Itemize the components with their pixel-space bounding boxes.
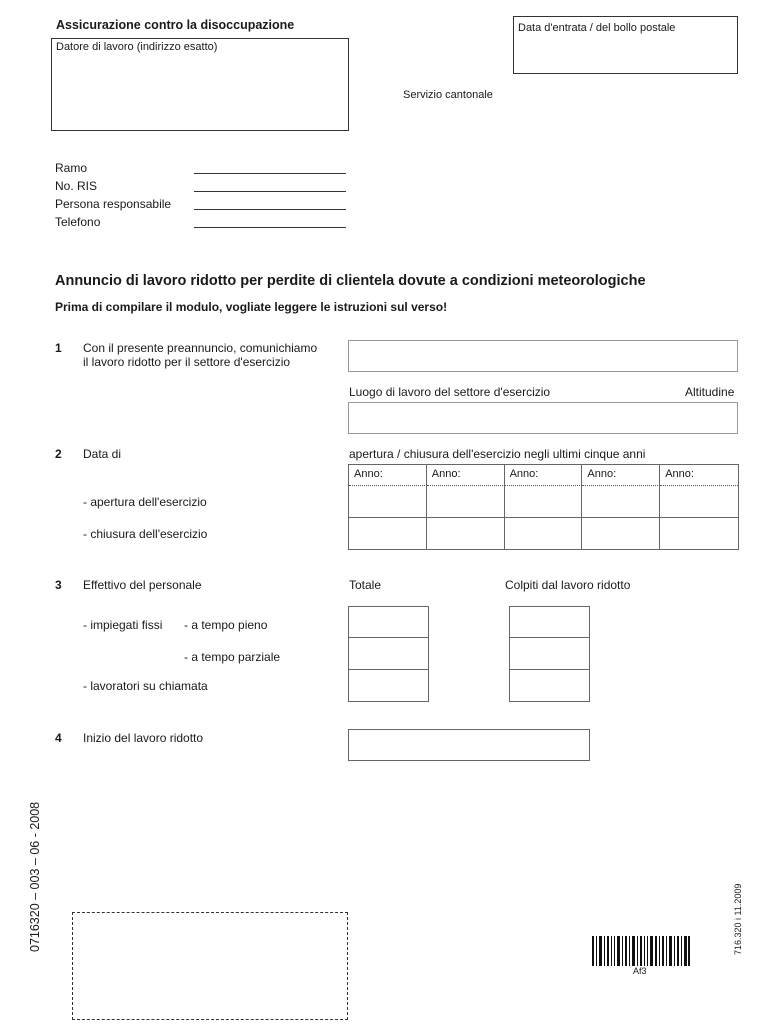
form-instruction: Prima di compilare il modulo, vogliate leggere le istruzioni sul verso! — [55, 300, 448, 314]
affected-staff-column — [509, 606, 590, 702]
section-1-text-line1: Con il presente preannuncio, comunichiamo — [83, 341, 318, 355]
field-label-phone: Telefono — [55, 215, 101, 229]
entry-date-box[interactable] — [513, 16, 738, 74]
field-line-responsible[interactable] — [194, 209, 346, 210]
closing-date-cell[interactable] — [505, 518, 583, 550]
section-2-number: 2 — [55, 447, 62, 461]
altitude-label: Altitudine — [685, 385, 735, 399]
total-parttime-input[interactable] — [349, 638, 428, 669]
section-3-number: 3 — [55, 578, 62, 592]
affected-parttime-input[interactable] — [510, 638, 589, 669]
total-fulltime-input[interactable] — [349, 607, 428, 638]
years-table-caption: apertura / chiusura dell'esercizio negli ultimi cinque anni — [349, 447, 646, 461]
section-4-number: 4 — [55, 731, 62, 745]
field-label-ris: No. RIS — [55, 179, 98, 193]
closing-date-cell[interactable] — [582, 518, 660, 550]
year-header: Anno: — [349, 465, 427, 486]
opening-date-cell[interactable] — [427, 486, 505, 518]
location-input-box[interactable] — [348, 402, 738, 434]
location-label: Luogo di lavoro del settore d'esercizio — [349, 385, 551, 399]
field-line-ramo[interactable] — [194, 173, 346, 174]
year-header: Anno: — [582, 465, 660, 486]
field-label-ramo: Ramo — [55, 161, 88, 175]
agency-title: Assicurazione contro la disoccupazione — [56, 18, 295, 32]
col-label-affected: Colpiti dal lavoro ridotto — [505, 578, 631, 592]
address-window-area — [72, 912, 348, 1020]
opening-date-cell[interactable] — [505, 486, 583, 518]
affected-fulltime-input[interactable] — [510, 607, 589, 638]
section-2-label: Data di — [83, 447, 122, 461]
row-label-fulltime: - a tempo pieno — [184, 618, 268, 632]
years-table — [348, 464, 739, 550]
year-header: Anno: — [660, 465, 738, 486]
field-line-ris[interactable] — [194, 191, 346, 192]
section-3-label: Effettivo del personale — [83, 578, 202, 592]
cantonal-service-label: Servizio cantonale — [403, 89, 493, 101]
year-header: Anno: — [427, 465, 505, 486]
left-vertical-code: 0716320 – 003 – 06 - 2008 — [28, 801, 42, 952]
sector-input-box[interactable] — [348, 340, 738, 372]
closing-date-cell[interactable] — [427, 518, 505, 550]
opening-date-cell[interactable] — [582, 486, 660, 518]
affected-oncall-input[interactable] — [510, 670, 589, 701]
col-label-total: Totale — [349, 578, 382, 592]
year-header: Anno: — [505, 465, 583, 486]
opening-date-cell[interactable] — [660, 486, 738, 518]
barcode-caption: Af3 — [633, 966, 647, 976]
row-label-fixed: - impiegati fissi — [83, 618, 163, 632]
total-oncall-input[interactable] — [349, 670, 428, 701]
row-label-oncall: - lavoratori su chiamata — [83, 679, 208, 693]
closing-date-cell[interactable] — [660, 518, 738, 550]
row-label-closing: - chiusura dell'esercizio — [83, 527, 208, 541]
opening-date-cell[interactable] — [349, 486, 427, 518]
section-4-label: Inizio del lavoro ridotto — [83, 731, 204, 745]
employer-box-label: Datore di lavoro (indirizzo esatto) — [56, 41, 218, 53]
closing-date-cell[interactable] — [349, 518, 427, 550]
field-label-responsible: Persona responsabile — [55, 197, 172, 211]
start-date-input-box[interactable] — [348, 729, 590, 761]
section-1-text-line2: il lavoro ridotto per il settore d'esercizio — [83, 355, 291, 369]
employer-address-box[interactable] — [51, 38, 349, 131]
field-line-phone[interactable] — [194, 227, 346, 228]
row-label-parttime: - a tempo parziale — [184, 650, 281, 664]
barcode-icon — [592, 936, 690, 966]
section-1-number: 1 — [55, 341, 62, 355]
entry-date-label: Data d'entrata / del bollo postale — [518, 22, 676, 34]
total-staff-column — [348, 606, 429, 702]
form-title: Annuncio di lavoro ridotto per perdite di clientela dovute a condizioni meteorologiche — [55, 273, 646, 289]
row-label-opening: - apertura dell'esercizio — [83, 495, 207, 509]
right-vertical-code: 716.320 i 11.2009 — [733, 883, 743, 955]
